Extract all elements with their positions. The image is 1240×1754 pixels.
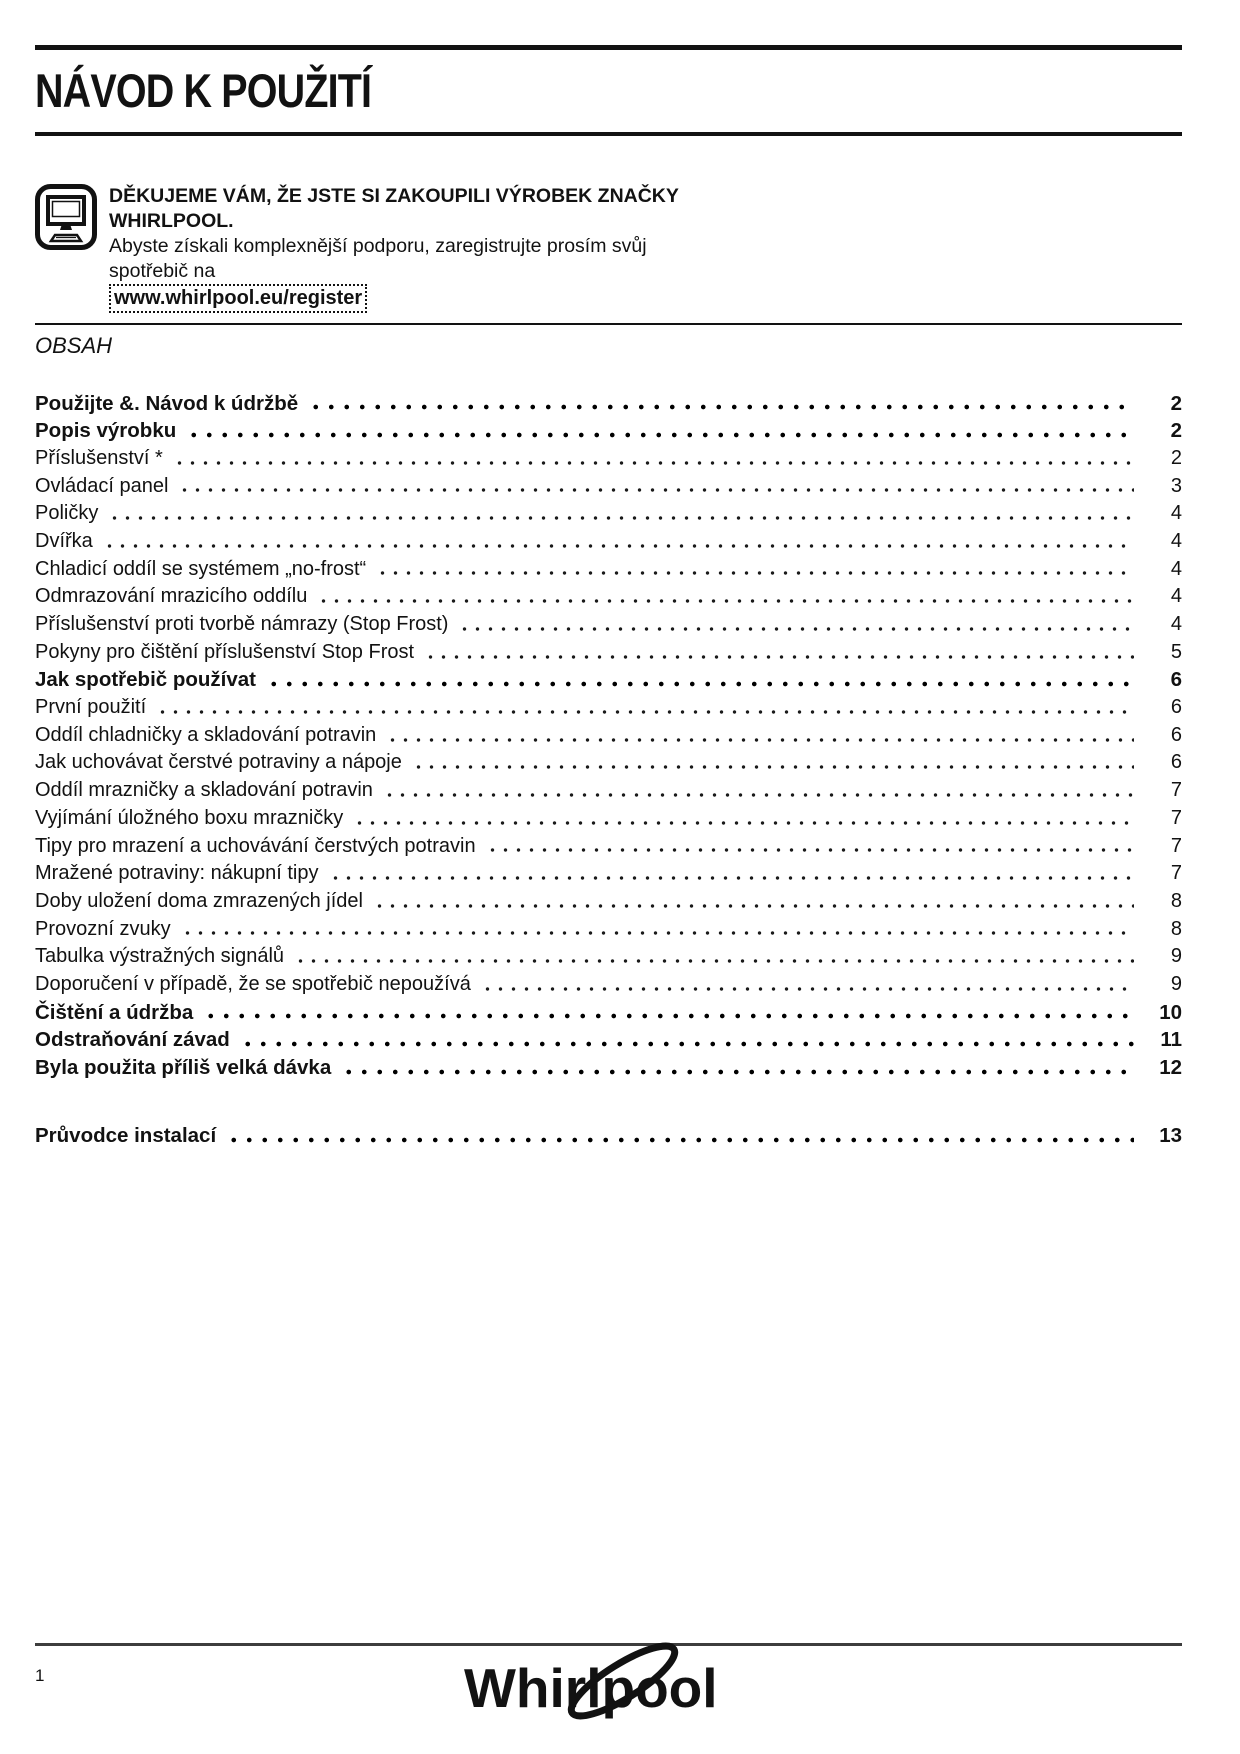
toc-entry-label: Tipy pro mrazení a uchovávání čerstvých potravin	[35, 834, 476, 857]
toc-entry-label: Dvířka	[35, 529, 93, 552]
toc-entry-label: Oddíl chladničky a skladování potravin	[35, 723, 377, 746]
title-top-rule	[35, 45, 1182, 50]
toc-entry-label: Příslušenství *	[35, 446, 163, 469]
toc-dot-leader	[422, 646, 1134, 660]
toc-dot-leader	[184, 424, 1134, 438]
register-note	[35, 184, 1182, 313]
toc-row	[35, 390, 1182, 418]
toc-entry-page: 2	[1170, 446, 1182, 469]
toc-entry-page: 11	[1160, 1028, 1182, 1052]
footer-page-number: 1	[35, 1666, 45, 1685]
toc-entry-page: 5	[1170, 640, 1182, 663]
toc-entry-label: Odmrazování mrazicího oddílu	[35, 585, 308, 608]
toc-dot-leader	[410, 756, 1134, 770]
section-rule	[35, 323, 1182, 325]
toc-entry-label: Odstraňování závad	[35, 1028, 230, 1052]
toc-dot-leader	[154, 701, 1134, 715]
toc-entry-page: 4	[1170, 502, 1182, 525]
toc-row	[35, 916, 1182, 944]
toc-entry-page: 3	[1170, 474, 1182, 497]
toc-entry-page: 6	[1170, 751, 1182, 774]
toc-dot-leader	[106, 507, 1134, 521]
toc-entry-page: 9	[1170, 972, 1182, 995]
toc-row	[35, 528, 1182, 556]
toc-entry-label: Oddíl mrazničky a skladování potravin	[35, 779, 373, 802]
register-monitor-icon	[35, 184, 97, 313]
toc-entry-label: Průvodce instalací	[35, 1123, 217, 1147]
toc-row	[35, 999, 1182, 1027]
toc-dot-leader	[176, 479, 1134, 493]
toc-entry-page: 12	[1159, 1056, 1182, 1079]
toc-entry-page: 7	[1170, 806, 1182, 829]
toc-row	[35, 860, 1182, 888]
toc-dot-leader	[179, 922, 1134, 936]
toc-row	[35, 943, 1182, 971]
toc-entry-page: 7	[1170, 862, 1182, 885]
toc-entry-page: 2	[1170, 419, 1182, 443]
whirlpool-wordmark: Whirlpool	[464, 1657, 718, 1719]
toc-row	[35, 556, 1182, 584]
thank-you-heading: DĚKUJEME VÁM, ŽE JSTE SI ZAKOUPILI VÝROBEK ZNAČKY WHIRLPOOL.	[109, 185, 679, 232]
toc-dot-leader	[224, 1129, 1134, 1143]
toc-entry-page: 4	[1170, 613, 1182, 635]
toc-row	[35, 500, 1182, 528]
toc-row	[35, 805, 1182, 833]
toc-entry-page: 7	[1170, 834, 1182, 857]
toc-list	[35, 390, 1182, 1150]
title-bottom-rule	[35, 132, 1182, 136]
toc-row	[35, 611, 1182, 639]
toc-entry-page: 8	[1170, 917, 1182, 940]
toc-row	[35, 1054, 1182, 1082]
toc-entry-label: Tabulka výstražných signálů	[35, 945, 285, 968]
toc-entry-label: Provozní zvuky	[35, 917, 171, 940]
toc-row	[35, 722, 1182, 750]
toc-entry-label: Doby uložení doma zmrazených jídel	[35, 889, 363, 912]
toc-row	[35, 749, 1182, 777]
toc-row	[35, 694, 1182, 722]
toc-row	[35, 583, 1182, 611]
toc-dot-leader	[456, 618, 1134, 632]
toc-dot-leader	[306, 396, 1134, 410]
toc-dot-leader	[339, 1061, 1134, 1075]
toc-dot-leader	[315, 590, 1134, 604]
toc-dot-leader	[484, 839, 1134, 853]
toc-entry-page: 4	[1170, 529, 1182, 552]
toc-entry-page: 13	[1159, 1123, 1182, 1147]
toc-entry-label: Mražené potraviny: nákupní tipy	[35, 862, 319, 885]
toc-dot-leader	[264, 673, 1134, 687]
toc-entry-page: 7	[1170, 779, 1182, 802]
toc-row	[35, 833, 1182, 861]
toc-entry-label: Pokyny pro čištění příslušenství Stop Frost	[35, 640, 415, 663]
toc-dot-leader	[327, 867, 1135, 881]
toc-dot-leader	[351, 812, 1134, 826]
toc-entry-label: Vyjímání úložného boxu mrazničky	[35, 806, 344, 829]
toc-row	[35, 666, 1182, 694]
toc-entry-page: 6	[1170, 696, 1182, 719]
toc-entry-page: 4	[1170, 557, 1182, 580]
toc-row	[35, 417, 1182, 445]
toc-dot-leader	[479, 978, 1134, 992]
toc-heading: OBSAH	[35, 332, 113, 358]
toc-dot-leader	[374, 562, 1134, 576]
toc-dot-leader	[238, 1033, 1134, 1047]
toc-dot-leader	[292, 950, 1134, 964]
whirlpool-logo	[450, 1641, 790, 1738]
toc-row	[35, 445, 1182, 473]
toc-entry-page: 9	[1170, 945, 1182, 968]
toc-entry-page: 4	[1170, 585, 1182, 608]
page-title: NÁVOD K POUŽITÍ	[35, 64, 372, 117]
toc-entry-page: 2	[1170, 391, 1182, 415]
register-url-link[interactable]: www.whirlpool.eu/register	[109, 284, 367, 313]
toc-entry-label: Jak spotřebič používat	[35, 668, 257, 692]
toc-entry-label: Ovládací panel	[35, 474, 169, 497]
toc-entry-page: 6	[1170, 668, 1182, 692]
toc-row	[35, 1026, 1182, 1054]
toc-row	[35, 971, 1182, 999]
toc-row	[35, 639, 1182, 667]
toc-entry-label: Použijte &. Návod k údržbě	[35, 391, 299, 415]
toc-entry-label: Popis výrobku	[35, 419, 177, 443]
toc-entry-label: Příslušenství proti tvorbě námrazy (Stop Frost)	[35, 613, 449, 635]
toc-entry-label: Byla použita příliš velká dávka	[35, 1056, 332, 1079]
toc-row	[35, 1122, 1182, 1150]
toc-entry-label: Jak uchovávat čerstvé potraviny a nápoje	[35, 751, 402, 774]
toc-dot-leader	[201, 1005, 1134, 1019]
toc-dot-leader	[371, 895, 1134, 909]
toc-entry-page: 6	[1170, 723, 1182, 746]
toc-dot-leader	[381, 784, 1134, 798]
toc-row	[35, 888, 1182, 916]
toc-entry-page: 8	[1170, 889, 1182, 912]
toc-entry-label: Čištění a údržba	[35, 1000, 194, 1024]
toc-entry-label: Poličky	[35, 502, 99, 525]
toc-entry-label: Chladicí oddíl se systémem „no-frost“	[35, 557, 367, 580]
register-instruction: Abyste získali komplexnější podporu, zaregistrujte prosím svůj spotřebič na	[109, 235, 647, 282]
toc-dot-leader	[101, 535, 1134, 549]
toc-dot-leader	[384, 729, 1134, 743]
toc-entry-label: První použití	[35, 696, 147, 719]
toc-dot-leader	[171, 452, 1134, 466]
toc-row	[35, 777, 1182, 805]
toc-entry-page: 10	[1159, 1000, 1182, 1024]
toc-entry-label: Doporučení v případě, že se spotřebič nepoužívá	[35, 972, 471, 995]
toc-row	[35, 473, 1182, 501]
